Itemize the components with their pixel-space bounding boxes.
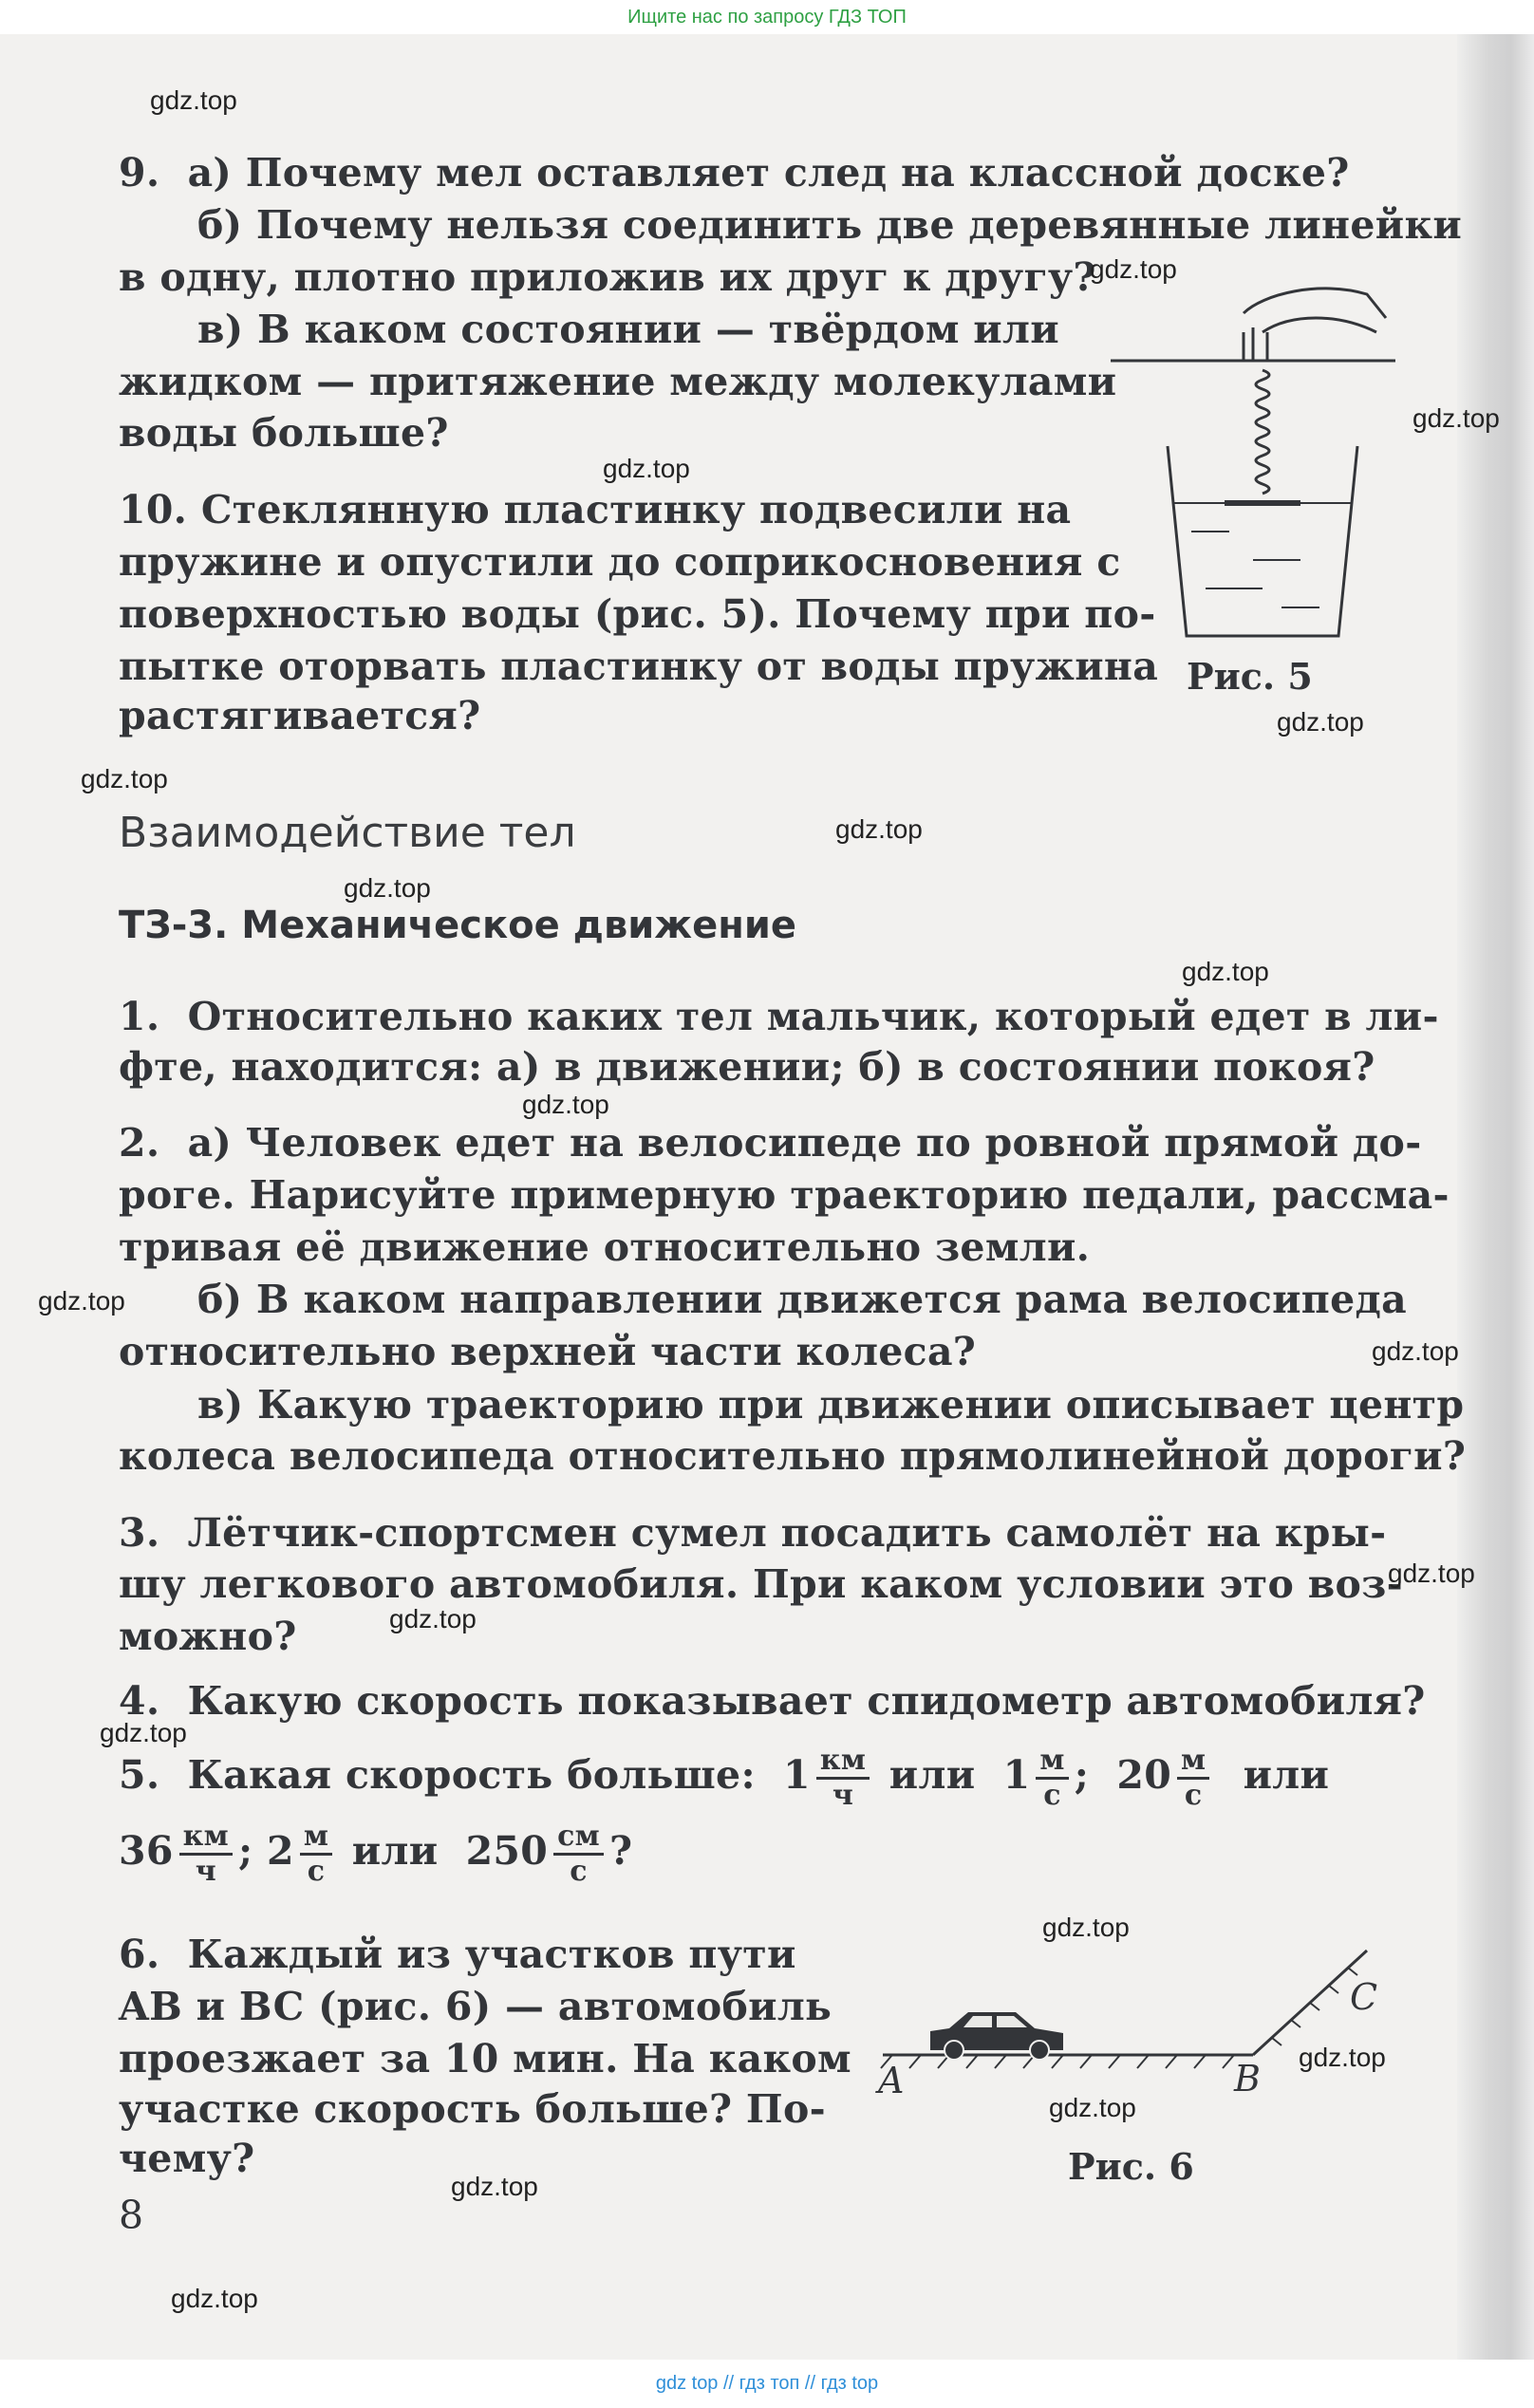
q5-value-5: ; 2 bbox=[237, 1828, 294, 1874]
q1-line-2: фте, находится: а) в движении; б) в состоянии покоя? bbox=[119, 1044, 1375, 1090]
figure-5-spring-glass bbox=[1101, 275, 1405, 674]
q6-text-1: Каждый из участков пути bbox=[187, 1932, 796, 1977]
q2-a1-text: а) Человек едет на велосипеде по ровной прямой до- bbox=[187, 1120, 1422, 1166]
q5-unit-4-num: км bbox=[179, 1820, 233, 1856]
watermark: gdz.top bbox=[1388, 1559, 1475, 1588]
q5-unit-3-num: м bbox=[1177, 1745, 1209, 1780]
watermark: gdz.top bbox=[1049, 2093, 1136, 2122]
q10-number: 10. bbox=[119, 487, 188, 532]
q5-unit-4-den: ч bbox=[195, 1855, 216, 1888]
watermark: gdz.top bbox=[522, 1090, 609, 1119]
watermark: gdz.top bbox=[100, 1718, 187, 1747]
q5-unit-4 bbox=[179, 1820, 233, 1888]
q5-unit-5 bbox=[300, 1820, 332, 1888]
q9-a-text: а) Почему мел оставляет след на классной доске? bbox=[187, 150, 1350, 196]
watermark: gdz.top bbox=[150, 85, 237, 115]
q3-text-1: Лётчик-спортсмен сумел посадить самолёт на кры- bbox=[187, 1510, 1387, 1556]
bottom-banner[interactable]: gdz top // гдз топ // гдз top bbox=[0, 2360, 1534, 2408]
q5-value-6: 250 bbox=[465, 1828, 549, 1874]
watermark: gdz.top bbox=[1299, 2043, 1386, 2072]
fig6-road-hatch bbox=[881, 2055, 1234, 2068]
q2-line-a2: роге. Нарисуйте примерную траекторию педали, рассма- bbox=[119, 1172, 1450, 1218]
figure-6-road bbox=[873, 1936, 1386, 2107]
q5-unit-1 bbox=[816, 1745, 870, 1812]
fig5-water-hatch bbox=[1191, 532, 1319, 607]
watermark: gdz.top bbox=[1042, 1913, 1130, 1942]
q1-text-1: Относительно каких тел мальчик, который едет в ли- bbox=[187, 994, 1439, 1039]
watermark: gdz.top bbox=[835, 814, 923, 844]
q4-line-1 bbox=[119, 1678, 1426, 1724]
q5-value-3: 20 bbox=[1116, 1752, 1172, 1798]
q9-line-b1: б) Почему нельзя соединить две деревянные линейки bbox=[197, 202, 1463, 248]
q10-line-1 bbox=[119, 487, 1071, 532]
q5-unit-2-num: м bbox=[1036, 1745, 1068, 1780]
q4-number: 4. bbox=[119, 1678, 160, 1724]
q9-line-b2: в одну, плотно приложив их друг к другу? bbox=[119, 254, 1096, 300]
q5-unit-1-den: ч bbox=[832, 1779, 854, 1812]
q2-number: 2. bbox=[119, 1120, 160, 1166]
fig5-spring bbox=[1256, 370, 1269, 494]
q6-line-3: проезжает за 10 мин. На каком bbox=[119, 2036, 851, 2081]
q5-unit-1-num: км bbox=[816, 1745, 870, 1780]
q6-line-4: участке скорость больше? По- bbox=[119, 2086, 826, 2132]
fig6-car-icon bbox=[930, 2012, 1063, 2060]
q5-unit-2 bbox=[1036, 1745, 1068, 1812]
q5-unit-3 bbox=[1177, 1745, 1209, 1812]
q3-line-1 bbox=[119, 1510, 1386, 1556]
watermark: gdz.top bbox=[81, 764, 168, 793]
q5-end: ? bbox=[609, 1828, 633, 1874]
q5-unit-5-den: с bbox=[307, 1855, 326, 1888]
q6-line-5: чему? bbox=[119, 2136, 255, 2181]
q5-number: 5. bbox=[119, 1752, 160, 1798]
q9-number: 9. bbox=[119, 150, 160, 196]
q10-line-3: поверхностью воды (рис. 5). Почему при по- bbox=[119, 591, 1156, 637]
q3-line-2: шу легкового автомобиля. При каком условии это воз- bbox=[119, 1561, 1403, 1607]
q10-line-4: пытке оторвать пластинку от воды пружина bbox=[119, 644, 1159, 689]
q5-line-2 bbox=[119, 1820, 632, 1888]
watermark: gdz.top bbox=[344, 873, 431, 903]
q10-line-2: пружине и опустили до соприкосновения с bbox=[119, 539, 1121, 585]
fig6-label-b: B bbox=[1234, 2058, 1261, 2100]
q6-line-1 bbox=[119, 1932, 796, 1977]
q6-line-2: AB и BC (рис. 6) — автомобиль bbox=[119, 1984, 832, 2029]
q2-line-a1 bbox=[119, 1120, 1422, 1166]
q9-line-c1: в) В каком состоянии — твёрдом или bbox=[197, 307, 1059, 352]
q5-or-3: или bbox=[351, 1828, 439, 1874]
watermark: gdz.top bbox=[603, 454, 690, 483]
q2-line-b2: относительно верхней части колеса? bbox=[119, 1329, 977, 1374]
topic-heading: ТЗ-3. Механическое движение bbox=[119, 904, 797, 947]
q5-value-4: 36 bbox=[119, 1828, 174, 1874]
page-number: 8 bbox=[119, 2193, 144, 2238]
watermark: gdz.top bbox=[1182, 957, 1269, 986]
q5-unit-6 bbox=[553, 1820, 604, 1888]
q5-unit-6-num: см bbox=[553, 1820, 604, 1856]
q5-text: Какая скорость больше: bbox=[187, 1752, 756, 1798]
chapter-heading: Взаимодействие тел bbox=[119, 809, 576, 857]
fig5-hand-icon bbox=[1244, 289, 1386, 332]
q5-unit-5-num: м bbox=[300, 1820, 332, 1856]
q10-text-1: Стеклянную пластинку подвесили на bbox=[200, 487, 1072, 532]
q3-number: 3. bbox=[119, 1510, 160, 1556]
q5-separator: ; bbox=[1074, 1752, 1090, 1798]
q6-number: 6. bbox=[119, 1932, 160, 1977]
q1-number: 1. bbox=[119, 994, 160, 1039]
q2-line-c1: в) Какую траекторию при движении описывает центр bbox=[197, 1382, 1465, 1428]
book-spine-shadow bbox=[1457, 34, 1534, 2360]
q5-or-1: или bbox=[889, 1752, 976, 1798]
fig6-label-c: C bbox=[1350, 1976, 1378, 2018]
q2-line-c2: колеса велосипеда относительно прямолинейной дороги? bbox=[119, 1433, 1467, 1479]
q10-line-5: растягивается? bbox=[119, 693, 481, 738]
watermark: gdz.top bbox=[389, 1604, 477, 1633]
q2-line-b1: б) В каком направлении движется рама велосипеда bbox=[197, 1277, 1407, 1322]
fig6-label-a: A bbox=[878, 2060, 905, 2101]
q2-line-a3: тривая её движение относительно земли. bbox=[119, 1224, 1091, 1270]
q9-line-c2: жидком — притяжение между молекулами bbox=[119, 359, 1117, 404]
q5-value-2: 1 bbox=[1002, 1752, 1031, 1798]
watermark: gdz.top bbox=[38, 1286, 125, 1316]
fig6-caption: Рис. 6 bbox=[1068, 2145, 1194, 2188]
top-banner[interactable]: Ищите нас по запросу ГДЗ ТОП bbox=[627, 7, 907, 28]
q3-line-3: можно? bbox=[119, 1614, 297, 1659]
watermark: gdz.top bbox=[171, 2284, 258, 2313]
q5-value-1: 1 bbox=[783, 1752, 811, 1798]
fig6-slope-hatch bbox=[1272, 1968, 1357, 2045]
q5-unit-2-den: с bbox=[1043, 1779, 1061, 1812]
q9-line-a bbox=[119, 150, 1350, 196]
q4-text-1: Какую скорость показывает спидометр автомобиля? bbox=[187, 1678, 1426, 1724]
fig5-caption: Рис. 5 bbox=[1187, 655, 1313, 698]
q5-unit-6-den: с bbox=[570, 1855, 588, 1888]
q5-line-1 bbox=[119, 1745, 1329, 1812]
watermark: gdz.top bbox=[1090, 254, 1177, 284]
q5-unit-3-den: с bbox=[1184, 1779, 1203, 1812]
watermark: gdz.top bbox=[451, 2172, 538, 2201]
q9-line-c3: воды больше? bbox=[119, 410, 449, 456]
watermark: gdz.top bbox=[1372, 1336, 1459, 1366]
q5-or-2: или bbox=[1243, 1752, 1330, 1798]
watermark: gdz.top bbox=[1277, 707, 1364, 737]
watermark: gdz.top bbox=[1412, 403, 1500, 433]
q1-line-1 bbox=[119, 994, 1439, 1039]
